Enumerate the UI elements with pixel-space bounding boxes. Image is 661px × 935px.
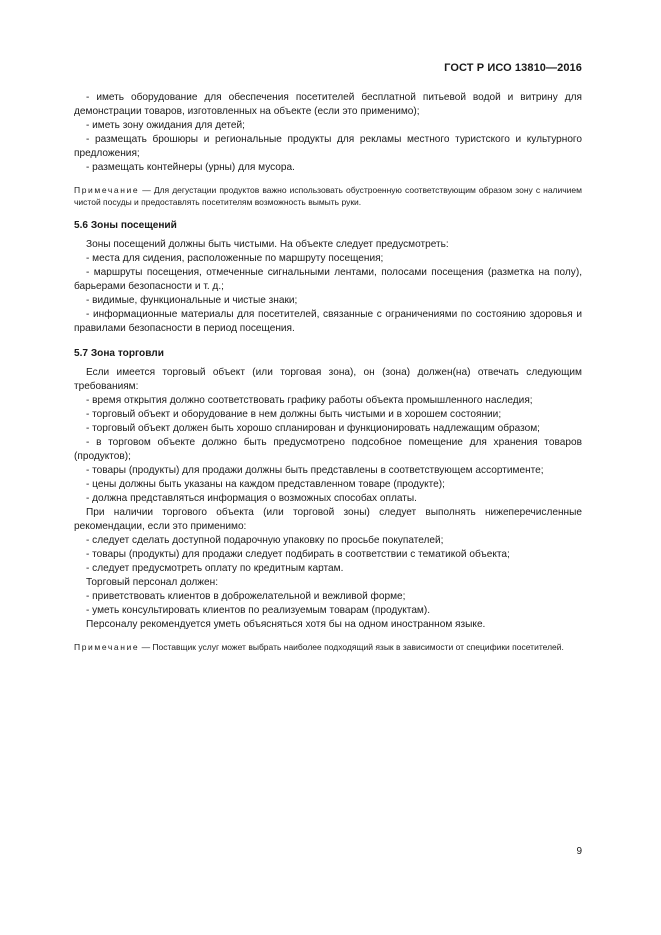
list-item: - товары (продукты) для продажи следует подбирать в соответствии с тематикой объекта;	[86, 549, 510, 560]
list-item: - места для сидения, расположенные по маршруту посещения;	[86, 253, 384, 264]
list-item: - иметь оборудование для обеспечения посетителей бесплатной питьевой водой и витрину для демонстрации товаров, изготовленных на объекте (если это применимо);	[74, 92, 582, 117]
list-item: - уметь консультировать клиентов по реализуемым товарам (продуктам).	[86, 605, 431, 616]
page-content	[74, 91, 582, 653]
section-5-7-lead-2: При наличии торгового объекта (или торговой зоны) следует выполнять нижеперечисленные рекомендации, если это применимо:	[74, 507, 582, 532]
list-item: - маршруты посещения, отмеченные сигнальными лентами, полосами посещения (разметка на полу), барьерами безопасности и т. д.;	[74, 267, 582, 292]
section-5-7-lead-3: Торговый персонал должен:	[86, 577, 219, 588]
list-item: - размещать брошюры и региональные продукты для рекламы местного туристского и культурного предложения;	[74, 134, 582, 159]
section-5-7-closing: Персоналу рекомендуется уметь объясняться хотя бы на одном иностранном языке.	[86, 619, 486, 630]
list-item: - товары (продукты) для продажи должны быть представлены в соответствующем ассортименте;	[86, 465, 544, 476]
list-item: - торговый объект и оборудование в нем должны быть чистыми и в хорошем состоянии;	[86, 409, 502, 420]
note-2	[74, 641, 582, 653]
doc-code-header: ГОСТ Р ИСО 13810—2016	[444, 62, 582, 74]
note-text: — Поставщик услуг может выбрать наиболее подходящий язык в зависимости от специфики посетителей.	[139, 642, 564, 652]
list-item: - торговый объект должен быть хорошо спланирован и функционировать надлежащим образом;	[86, 423, 540, 434]
section-5-6-title: 5.6 Зоны посещений	[74, 220, 177, 231]
intro-list	[74, 91, 582, 175]
note-label: Примечание	[74, 185, 140, 195]
list-item: - должна представляться информация о возможных способах оплаты.	[86, 493, 417, 504]
list-item: - следует предусмотреть оплату по кредитным картам.	[86, 563, 344, 574]
list-item: - время открытия должно соответствовать графику работы объекта промышленного наследия;	[86, 395, 533, 406]
note-text: — Для дегустации продуктов важно использовать обустроенную соответствующим образом зону с наличием чистой посуды и предоставлять посетителям возможность вымыть руки.	[74, 185, 582, 207]
list-item: - информационные материалы для посетителей, связанные с ограничениями по состоянию здоровья и правилами безопасности в период посещения.	[74, 309, 582, 334]
section-5-7-title: 5.7 Зона торговли	[74, 348, 164, 359]
list-item: - в торговом объекте должно быть предусмотрено подсобное помещение для хранения товаров (продуктов);	[74, 437, 582, 462]
note-1	[74, 184, 582, 208]
list-item: - цены должны быть указаны на каждом представленном товаре (продукте);	[86, 479, 445, 490]
section-5-6-lead: Зоны посещений должны быть чистыми. На объекте следует предусмотреть:	[86, 239, 449, 250]
list-item: - иметь зону ожидания для детей;	[86, 120, 245, 131]
list-item: - следует сделать доступной подарочную упаковку по просьбе покупателей;	[86, 535, 444, 546]
page-number: 9	[576, 846, 582, 857]
section-5-7-lead: Если имеется торговый объект (или торговая зона), он (зона) должен(на) отвечать следующим требованиям:	[74, 367, 582, 392]
list-item: - размещать контейнеры (урны) для мусора.	[86, 162, 295, 173]
note-label: Примечание	[74, 642, 140, 652]
list-item: - приветствовать клиентов в доброжелательной и вежливой форме;	[86, 591, 406, 602]
list-item: - видимые, функциональные и чистые знаки;	[86, 295, 298, 306]
